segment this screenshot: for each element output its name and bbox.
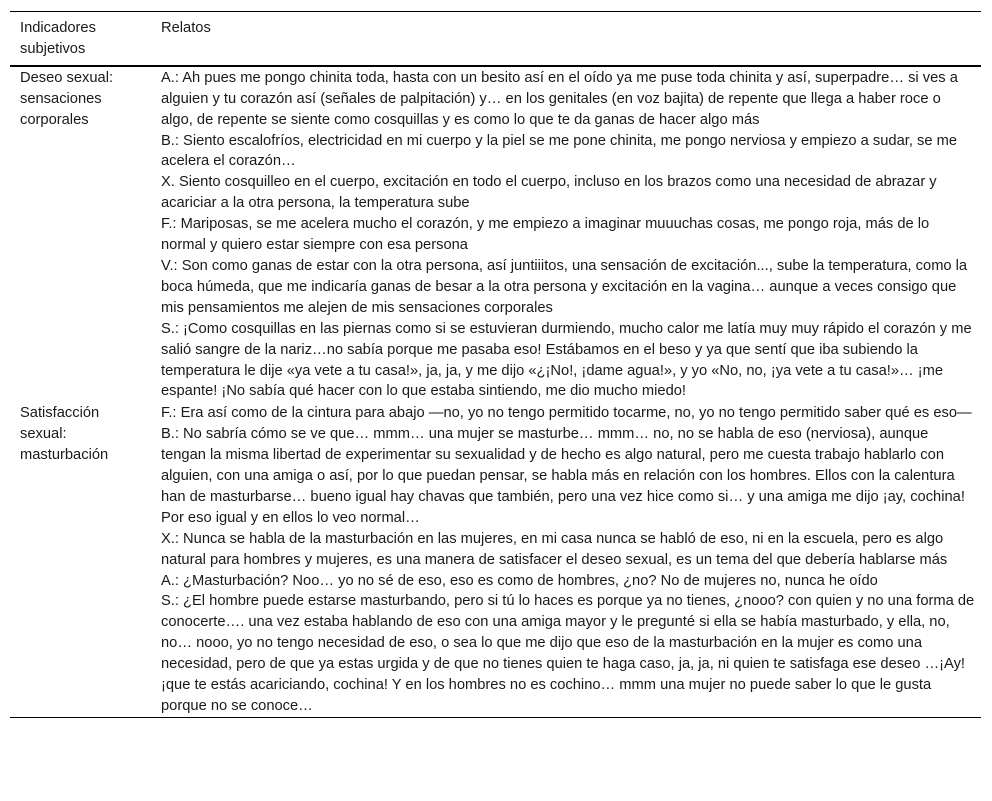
relato-text: S.: ¿El hombre puede estarse masturbando, pero si tú lo haces es porque ya no tienes, ¿nooo? con quien y no una forma de conocerte…. una vez estaba hablando de eso con una amiga mayor y le pregunté si ella se había masturbado, y ella, no, no… nooo, yo no tengo necesidad de eso, o sea lo que me dijo que eso de la masturbación en la mujer es como una necesidad, pero de que ya estas urgida y de que no tienes quien te haga caso, ja, ja, ni quien te satisfaga ese deseo …¡Ay! ¡que te estás acariciando, cochina! Y en los hombres no es cochino… mmm una mujer no puede saber lo que le gusta porque no se conoce… bbox=[161, 593, 975, 714]
relato-text: X.: Nunca se habla de la masturbación en las mujeres, en mi casa nunca se habló de eso, ni en la escuela, pero es algo natural para hombres y mujeres, es una manera de satisfacer el deseo sexual, es un tema del que debería hablarse más bbox=[161, 530, 948, 568]
relato-text: X. Siento cosquilleo en el cuerpo, excitación en todo el cuerpo, incluso en los brazos como una necesidad de abrazar y acariciar a la otra persona, la temperatura sube bbox=[161, 174, 937, 212]
relatos-cell bbox=[161, 402, 981, 717]
header-indicadores: Indicadores subjetivos bbox=[20, 20, 96, 57]
relato-text: A.: ¿Masturbación? Noo… yo no sé de eso, eso es como de hombres, ¿no? No de mujeres no, nunca he oído bbox=[161, 572, 878, 589]
header-relatos: Relatos bbox=[161, 20, 211, 36]
relato-text: B.: Siento escalofríos, electricidad en mi cuerpo y la piel se me pone chinita, me pongo nerviosa y empiezo a sudar, se me acelera el corazón… bbox=[161, 132, 957, 170]
relato-text: S.: ¡Como cosquillas en las piernas como si se estuvieran durmiendo, mucho calor me latía muy muy rápido el corazón y me salió sangre de la nariz…no sabía porque me pasaba eso! Estábamos en el beso y ya que sentí que iba subiendo la temperatura le dije «ya vete a tu casa!», ja, ja, y me dijo «¿¡No!, ¡dame agua!», y yo «No, no, ¡ya vete a tu casa!»… ¡me espante! ¡No sabía qué hacer con lo que estaba sintiendo, me dio mucho miedo! bbox=[161, 320, 972, 400]
relatos-cell bbox=[161, 66, 981, 403]
relato-text: A.: Ah pues me pongo chinita toda, hasta con un besito así en el oído ya me puse toda chinita y así, superpadre… si ves a alguien y tu corazón así (señales de palpitación) y… en los genitales (en voz bajita) de repente que llega a haber roce o algo, de repente se siente como cosquillas y es como lo que te da ganas de hacer algo más bbox=[161, 69, 958, 128]
relato-text: F.: Mariposas, se me acelera mucho el corazón, y me empiezo a imaginar muuuchas cosas, me pongo roja, más de lo normal y quiero estar siempre con esa persona bbox=[161, 216, 930, 254]
relato-text: B.: No sabría cómo se ve que… mmm… una mujer se masturbe… mmm… no, no se habla de eso (nerviosa), aunque tengan la misma libertad de experimentar su sexualidad y de hecho es algo natural, pero me cuesta trabajo hablarlo con alguien, con una amiga o así, por lo que puedan pensar, se habla más en relación con los hombres. Ellos con la calentura han de masturbarse… bueno igual hay chavas que también, pero una vez hice como si… y una amiga me dijo ¡ay, cochina! Por eso igual y en ellos lo veo normal… bbox=[161, 426, 965, 526]
table-body bbox=[10, 66, 981, 718]
table-row bbox=[10, 402, 981, 717]
table-row bbox=[10, 66, 981, 403]
relato-text: F.: Era así como de la cintura para abajo —no, yo no tengo permitido tocarme, no, yo no tengo permitido saber qué es eso— bbox=[161, 405, 972, 422]
indicator-cell: Deseo sexual: sensaciones corporales bbox=[20, 69, 114, 128]
indicator-cell: Satisfacción sexual: masturbación bbox=[20, 405, 109, 464]
relatos-table bbox=[10, 11, 981, 718]
header-row bbox=[10, 12, 981, 66]
table-header bbox=[10, 12, 981, 66]
relato-text: V.: Son como ganas de estar con la otra persona, así juntiiitos, una sensación de excitación..., sube la temperatura, como la boca húmeda, que me indicaría ganas de besar a la otra persona y excitación en la vagina… aunque a veces consigo que mis pensamientos me alejen de mis sensaciones corporales bbox=[161, 257, 968, 316]
